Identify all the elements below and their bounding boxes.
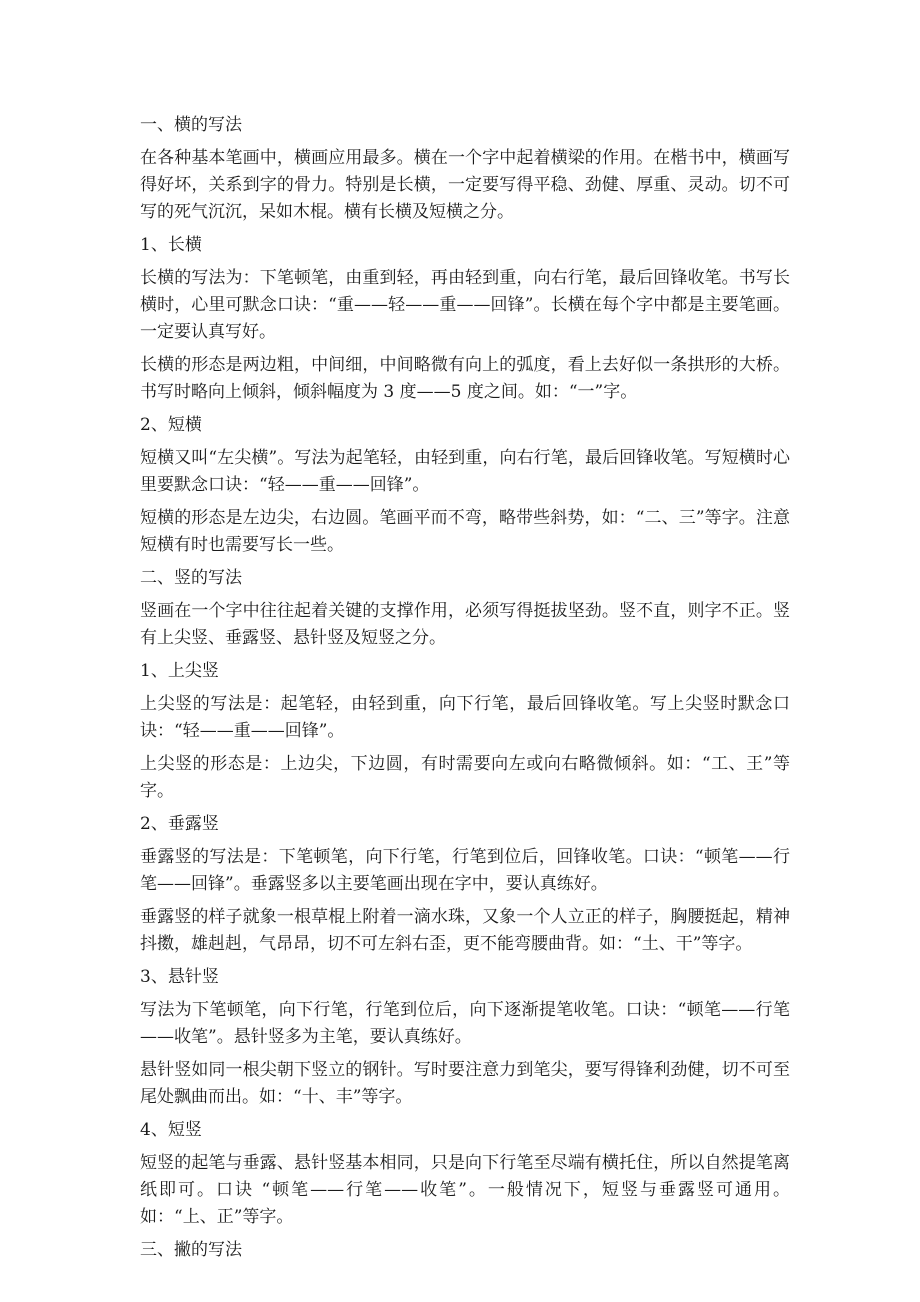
- paragraph: 上尖竖的写法是：起笔轻，由轻到重，向下行笔，最后回锋收笔。写上尖竖时默念口诀：“轻——重——回锋”。: [140, 694, 790, 741]
- paragraph: 长横的写法为：下笔顿笔，由重到轻，再由轻到重，向右行笔，最后回锋收笔。书写长横时，心里可默念口诀：“重——轻——重——回锋”。长横在每个字中都是主要笔画。一定要认真写好。: [140, 268, 790, 342]
- paragraph: 垂露竖的写法是：下笔顿笔，向下行笔，行笔到位后，回锋收笔。口诀：“顿笔——行笔——回锋”。垂露竖多以主要笔画出现在字中，要认真练好。: [140, 847, 790, 894]
- section-heading-left-falling: 三、撇的写法: [140, 1240, 242, 1260]
- paragraph: 短竖的起笔与垂露、悬针竖基本相同，只是向下行笔至尽端有横托住，所以自然提笔离纸即可。口诀 “顿笔——行笔——收笔”。一般情况下，短竖与垂露竖可通用。如：“上、正”等字。: [140, 1153, 790, 1227]
- subheading-needle-vertical: 3、悬针竖: [140, 967, 219, 987]
- subheading-dewdrop-vertical: 2、垂露竖: [140, 814, 219, 834]
- subheading-pointed-vertical: 1、上尖竖: [140, 661, 219, 681]
- section-heading-vertical: 二、竖的写法: [140, 568, 242, 588]
- document-body: [140, 112, 790, 1270]
- paragraph: 短横的形态是左边尖，右边圆。笔画平而不弯，略带些斜势，如：“二、三”等字。注意短横有时也需要写长一些。: [140, 508, 790, 555]
- section-heading-horizontal: 一、横的写法: [140, 115, 242, 135]
- subheading-long-horizontal: 1、长横: [140, 235, 202, 255]
- paragraph: 上尖竖的形态是：上边尖，下边圆，有时需要向左或向右略微倾斜。如：“工、王”等字。: [140, 754, 790, 801]
- paragraph: 写法为下笔顿笔，向下行笔，行笔到位后，向下逐渐提笔收笔。口诀：“顿笔——行笔——收笔”。悬针竖多为主笔，要认真练好。: [140, 1000, 790, 1047]
- paragraph: 在各种基本笔画中，横画应用最多。横在一个字中起着横梁的作用。在楷书中，横画写得好坏，关系到字的骨力。特别是长横，一定要写得平稳、劲健、厚重、灵动。切不可写的死气沉沉，呆如木棍。横有长横及短横之分。: [140, 148, 790, 222]
- subheading-short-horizontal: 2、短横: [140, 415, 202, 435]
- paragraph: 悬针竖如同一根尖朝下竖立的钢针。写时要注意力到笔尖，要写得锋利劲健，切不可至尾处飘曲而出。如：“十、丰”等字。: [140, 1060, 790, 1107]
- paragraph: 长横的形态是两边粗，中间细，中间略微有向上的弧度，看上去好似一条拱形的大桥。书写时略向上倾斜，倾斜幅度为 3 度——5 度之间。如：“一”字。: [140, 355, 790, 402]
- subheading-short-vertical: 4、短竖: [140, 1120, 202, 1140]
- paragraph: 垂露竖的样子就象一根草棍上附着一滴水珠，又象一个人立正的样子，胸腰挺起，精神抖擞，雄赳赳，气昂昂，切不可左斜右歪，更不能弯腰曲背。如：“土、干”等字。: [140, 907, 790, 954]
- paragraph: 短横又叫“左尖横”。写法为起笔轻，由轻到重，向右行笔，最后回锋收笔。写短横时心里要默念口诀：“轻——重——回锋”。: [140, 448, 790, 495]
- paragraph: 竖画在一个字中往往起着关键的支撑作用，必须写得挺拔坚劲。竖不直，则字不正。竖有上尖竖、垂露竖、悬针竖及短竖之分。: [140, 601, 790, 648]
